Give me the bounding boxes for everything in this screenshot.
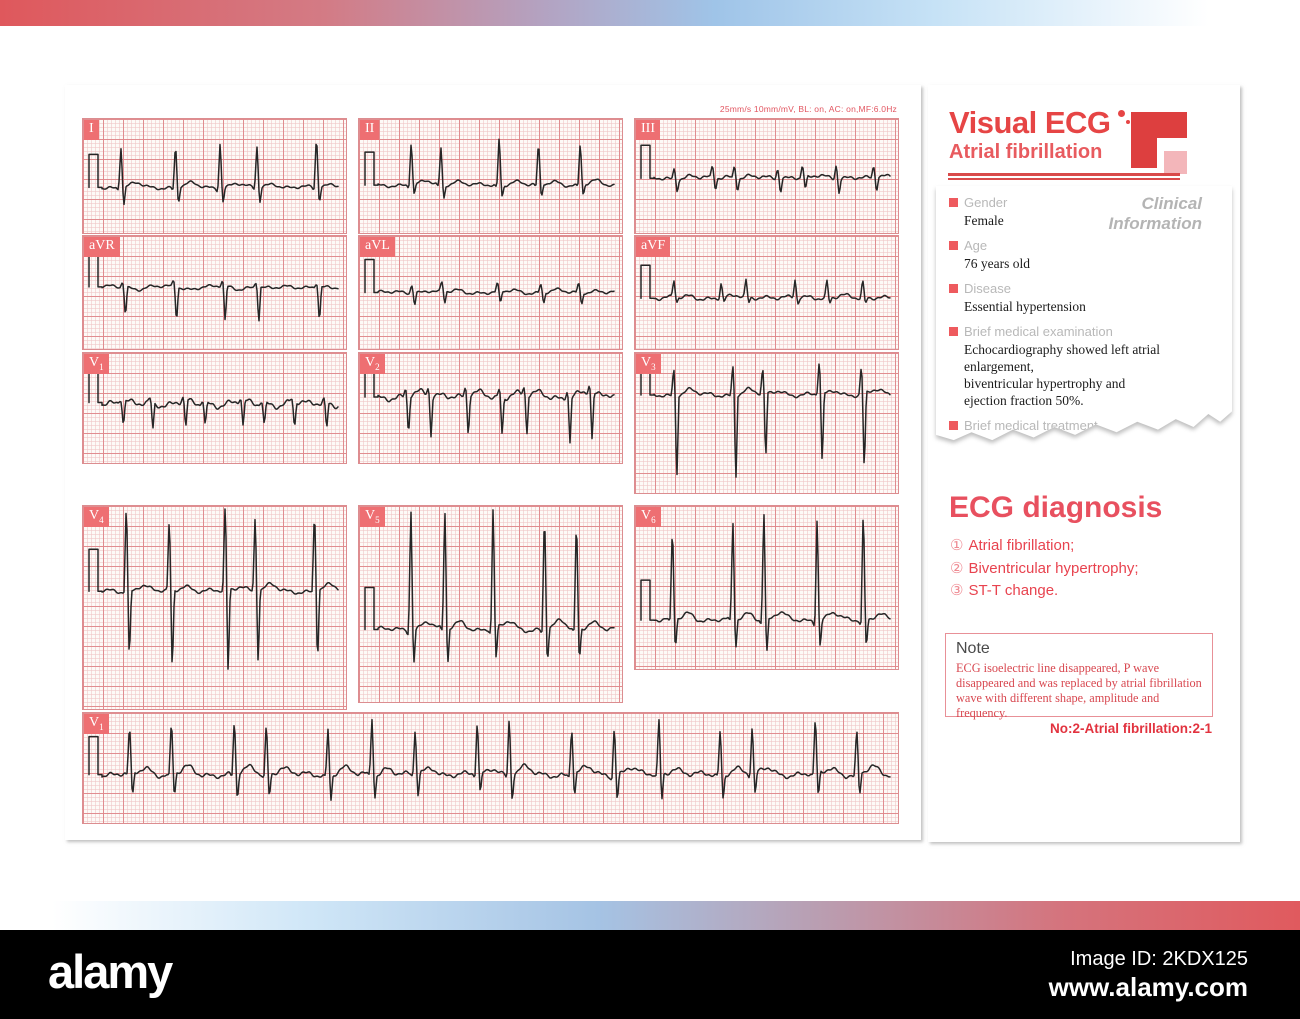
ecg-trace [83,713,898,823]
bullet-icon [949,327,958,336]
ecg-trace [635,236,898,349]
bullet-icon [949,198,958,207]
clinical-item-value: Echocardiography showed left atrial enlargement, [964,342,1161,374]
lead-label: II [360,120,379,140]
case-reference: No:2-Atrial fibrillation:2-1 [1049,721,1212,736]
ecg-panel-V6 [634,505,899,670]
ecg-panel-aVL [358,235,623,350]
ecg-trace [359,236,622,349]
watermark-bar [0,930,1300,1019]
clinical-item [949,235,1199,272]
ecg-trace [359,119,622,233]
bullet-icon [949,284,958,293]
ecg-panel-aVR [82,235,347,350]
ecg-trace [635,119,898,233]
clinical-item [949,278,1199,315]
diagnosis-text: Atrial fibrillation; [968,537,1075,554]
clinical-item-label: Brief medical treatment [964,417,1098,433]
clinical-info-page [928,85,1240,842]
ecg-trace [83,236,346,349]
bullet-icon [949,241,958,250]
note-heading: Note [956,640,990,657]
lead-label: $V_5$ [360,507,385,527]
lead-label: $V_4$ [84,507,109,527]
brand-dot-icon [1126,120,1130,124]
circled-number-icon: ③ [950,582,964,599]
top-gradient-bar [0,0,1300,26]
clinical-item-value: Drug controlled ventricular rate. [964,436,1139,451]
lead-label: $V_1$ [84,354,109,374]
clinical-item [949,415,1199,452]
lead-label: $V_3$ [636,354,661,374]
ecg-diagnosis-list [950,535,1139,603]
clinical-item-value: ejection fraction 50%. [964,393,1084,408]
ecg-panel-aVF [634,235,899,350]
clinical-item [949,192,1199,229]
ecg-settings-text: 25mm/s 10mm/mV, BL: on, AC: on,MF:6.0Hz [719,104,897,114]
brand-logo-pink-square [1164,151,1187,174]
title-divider [948,178,1180,180]
ecg-panel-I [82,118,347,234]
ecg-panel-V1 [82,352,347,464]
circled-number-icon: ② [950,559,964,577]
alamy-url-text: www.alamy.com [1048,972,1248,1002]
lead-label: aVF [636,237,670,257]
ecg-panel-III [634,118,899,234]
lead-label: $V_2$ [360,354,385,374]
ecg-trace [635,353,898,493]
clinical-item-label: Age [964,237,988,253]
clinical-item-value: Essential hypertension [964,299,1086,314]
ecg-panel-V1-rhythm [82,712,899,824]
ecg-trace [83,353,346,463]
lead-label: $V_6$ [636,507,661,527]
clinical-item-label: Brief medical examination [964,323,1113,339]
title-divider [948,173,1180,176]
clinical-item-label: Gender [964,194,1008,210]
clinical-info-paper [936,186,1232,451]
ecg-trace [359,353,622,463]
clinical-item-label: Disease [964,280,1011,296]
lead-label: aVL [360,237,395,257]
brand-logo-icon [1131,112,1187,168]
clinical-item-value: biventricular hypertrophy and [964,376,1126,391]
ecg-panel-V4 [82,505,347,710]
ecg-trace [83,119,346,233]
brand-title: Visual ECG [949,105,1111,140]
ecg-panel-V3 [634,352,899,494]
bottom-gradient-bar [0,901,1300,930]
diagnosis-text: ST-T change. [968,582,1059,599]
diagnosis-item [950,580,1139,603]
lead-label: aVR [84,237,120,257]
diagnosis-item [950,535,1139,558]
alamy-logo: alamy [48,945,172,998]
diagnosis-item [950,558,1139,581]
lead-label: I [84,120,99,140]
clinical-item-value: Female [964,213,1004,228]
brand-dot-icon [1118,110,1125,117]
bullet-icon [949,421,958,430]
image-id-text: Image ID: 2KDX125 [1070,948,1248,970]
circled-number-icon: ① [950,537,964,554]
clinical-information-heading: Clinical Information [1108,194,1202,233]
ecg-trace [359,506,622,702]
ecg-panel-II [358,118,623,234]
ecg-panel-V5 [358,505,623,703]
ecg-trace [83,506,346,709]
ecg-sheet-page [65,85,921,840]
note-text: ECG isoelectric line disappeared, P wave disappeared and was replaced by atrial fibrillation wave with different shape, amplitude and frequency. [956,661,1202,720]
brand-subtitle: Atrial fibrillation [949,141,1103,163]
note-box [945,633,1213,720]
ecg-trace [635,506,898,669]
clinical-item [949,321,1199,409]
clinical-item-value: 76 years old [964,256,1030,271]
diagnosis-text: Biventricular hypertrophy; [968,559,1139,577]
clinical-items-list [949,192,1199,458]
ecg-diagnosis-heading: ECG diagnosis [949,491,1163,524]
ecg-panel-V2 [358,352,623,464]
lead-label: $V_1$ [84,714,109,734]
lead-label: III [636,120,660,140]
